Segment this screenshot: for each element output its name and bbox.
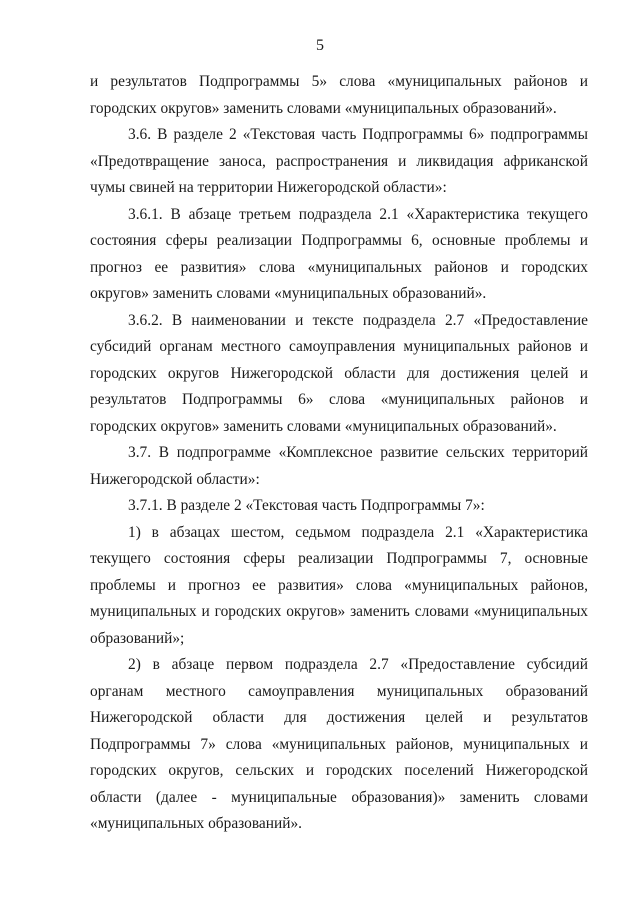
paragraph-3-6-2: 3.6.2. В наименовании и тексте подраздела 2.7 «Предоставление субсидий органам местного самоуправления муниципальных районов и городских округов Нижегородской области для достижения целей и результатов Подпрограммы 6» слова «муниципальных районов и городских округов» заменить словами «муниципальных образований».	[90, 311, 588, 435]
paragraph-3-7-1: 3.7.1. В разделе 2 «Текстовая часть Подпрограммы 7»:	[128, 497, 485, 514]
paragraph-item-1: 1) в абзацах шестом, седьмом подраздела 2.1 «Характеристика текущего состояния сферы реализации Подпрограммы 7, основные проблемы и прогноз ее развития» слова «муниципальных районов, муниципальных и городских округов» заменить словами «муниципальных образований»;	[90, 523, 588, 647]
document-body	[90, 69, 588, 838]
paragraph-continuation: и результатов Подпрограммы 5» слова «муниципальных районов и городских округов» заменить словами «муниципальных образований».	[90, 73, 588, 117]
paragraph-3-6: 3.6. В разделе 2 «Текстовая часть Подпрограммы 6» подпрограммы «Предотвращение заноса, распространения и ликвидация африканской чумы свиней на территории Нижегородской области»:	[90, 126, 588, 196]
paragraph-item-2: 2) в абзаце первом подраздела 2.7 «Предоставление субсидий органам местного самоуправления муниципальных образований Нижегородской области для достижения целей и результатов Подпрограммы 7» слова «муниципальных районов, муниципальных и городских округов, сельских и городских поселений Нижегородской области (далее - муниципальные образования)» заменить словами «муниципальных образований».	[90, 656, 588, 832]
paragraph-3-7: 3.7. В подпрограмме «Комплексное развитие сельских территорий Нижегородской области»:	[90, 444, 588, 488]
page-number: 5	[316, 37, 324, 54]
paragraph-3-6-1: 3.6.1. В абзаце третьем подраздела 2.1 «Характеристика текущего состояния сферы реализации Подпрограммы 6, основные проблемы и прогноз ее развития» слова «муниципальных районов и городских округов» заменить словами «муниципальных образований».	[90, 205, 588, 302]
